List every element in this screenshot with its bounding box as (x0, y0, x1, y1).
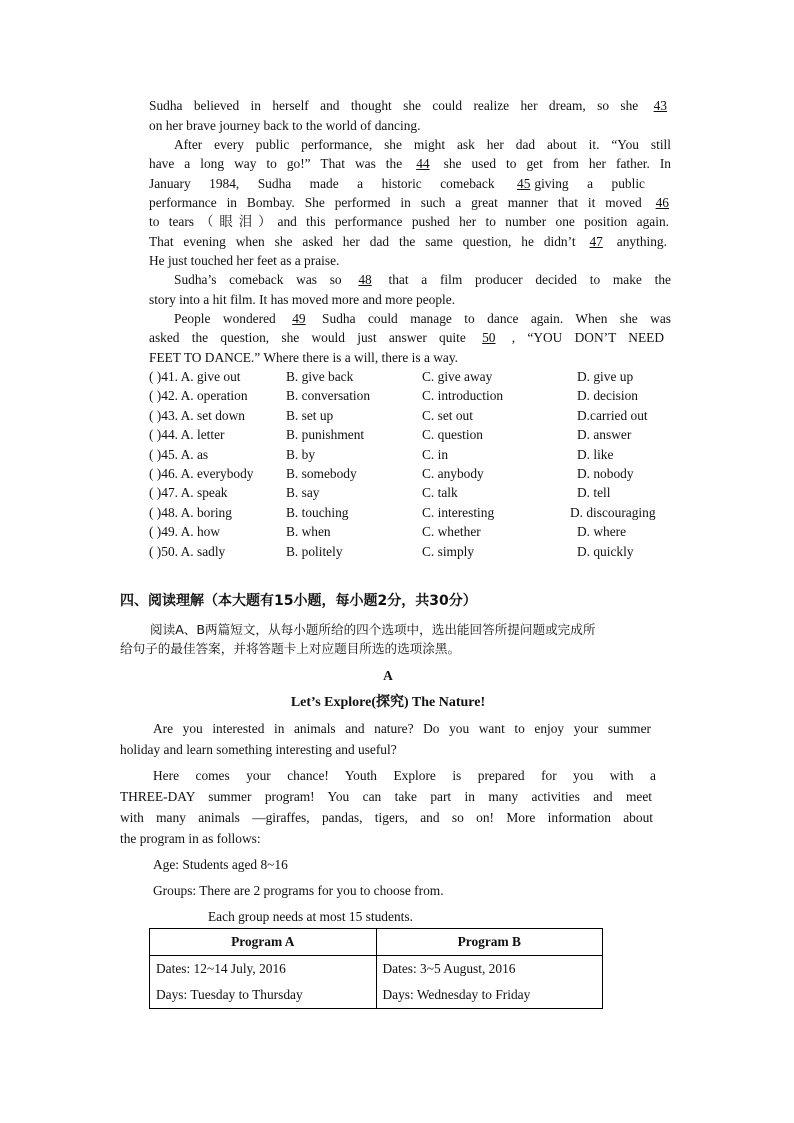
article-line: Each group needs at most 15 students. (208, 909, 413, 924)
passage-line: That evening when she asked her dad the same question, he didn’t 47 anything. (149, 234, 667, 249)
part-label: A (383, 668, 393, 683)
program-a-days: Days: Tuesday to Thursday (150, 982, 377, 1009)
option-number: ( )47. A. speak (149, 485, 228, 501)
option-number: ( )44. A. letter (149, 427, 225, 443)
option-choice: B. touching (286, 504, 349, 520)
option-choice: C. in (422, 446, 449, 462)
blank-49: 49 (292, 311, 306, 326)
option-choice: D. discouraging (570, 504, 656, 520)
option-choice: B. somebody (286, 466, 357, 481)
option-choice: C. simply (422, 543, 475, 559)
article-line: THREE-DAY summer program! You can take part in many activities and meet (120, 789, 652, 804)
option-number: ( )49. A. how (149, 524, 221, 540)
program-b-dates: Dates: 3~5 August, 2016 (376, 956, 603, 983)
blank-47: 47 (589, 234, 603, 249)
passage-line: FEET TO DANCE.” Where there is a will, there is a way. (149, 350, 459, 365)
option-choice: C. give away (422, 369, 493, 384)
article-line: the program in as follows: (120, 831, 261, 846)
passage-line: Sudha’s comeback was so 48 that a film producer decided to make the (174, 272, 671, 287)
option-number: ( )42. A. operation (149, 388, 248, 404)
program-b-header: Program B (376, 929, 603, 956)
option-choice: C. whether (422, 524, 481, 540)
program-b-days: Days: Wednesday to Friday (376, 982, 603, 1009)
passage-line: on her brave journey back to the world of dancing. (149, 118, 421, 133)
passage-line: After every public performance, she might ask her dad about it. “You still (174, 137, 671, 152)
program-a-header: Program A (150, 929, 377, 956)
option-choice: D. where (577, 524, 627, 540)
blank-43: 43 (653, 98, 667, 113)
option-choice: D.carried out (577, 407, 648, 423)
article-line: Age: Students aged 8~16 (153, 857, 288, 872)
option-choice: B. conversation (286, 388, 371, 404)
option-choice: D. quickly (577, 543, 634, 559)
option-choice: B. when (286, 524, 331, 540)
passage-line: asked the question, she would just answer quite 50 , “YOU DON’T NEED (149, 330, 664, 345)
article-line: Here comes your chance! Youth Explore is prepared for you with a (153, 768, 656, 783)
option-choice: D. give up (577, 369, 634, 384)
program-table (149, 928, 603, 1009)
option-choice: D. tell (577, 485, 611, 501)
option-number: ( )45. A. as (149, 446, 209, 462)
option-choice: C. talk (422, 485, 458, 501)
option-choice: C. interesting (422, 504, 495, 520)
option-number: ( )41. A. give out (149, 369, 241, 384)
option-choice: D. nobody (577, 466, 634, 481)
passage-line: have a long way to go!” That was the 44 she used to get from her father. In (149, 156, 672, 171)
blank-45: 45 (517, 176, 531, 191)
program-a-dates: Dates: 12~14 July, 2016 (150, 956, 377, 983)
article-line: Are you interested in animals and nature? Do you want to enjoy your summer (153, 721, 651, 736)
blank-48: 48 (358, 272, 372, 287)
option-choice: C. question (422, 427, 484, 443)
option-choice: B. punishment (286, 427, 365, 443)
option-choice: C. introduction (422, 388, 504, 404)
instruction-line: 阅读A、B两篇短文，从每小题所给的四个选项中，选出能回答所提问题或完成所 (150, 622, 596, 637)
option-choice: C. anybody (422, 466, 484, 481)
option-choice: C. set out (422, 407, 473, 423)
option-choice: D. answer (577, 427, 632, 443)
option-choice: B. by (286, 446, 316, 462)
passage-line: He just touched her feet as a praise. (149, 253, 340, 268)
passage-line: People wondered 49 Sudha could manage to dance again. When she was (174, 311, 671, 326)
passage-line: Sudha believed in herself and thought she could realize her dream, so she 43 (149, 96, 671, 115)
blank-44: 44 (416, 156, 430, 171)
option-choice: B. say (286, 485, 320, 501)
article-line: with many animals —giraffes, pandas, tigers, and so on! More information about (120, 810, 653, 825)
article-line: holiday and learn something interesting and useful? (120, 742, 397, 757)
article-title: Let’s Explore(探究) The Nature! (290, 695, 486, 710)
option-choice: B. politely (286, 543, 343, 559)
passage-line: story into a hit film. It has moved more and more people. (149, 292, 456, 307)
option-number: ( )50. A. sadly (149, 543, 226, 559)
instruction-line: 给句子的最佳答案，并将答题卡上对应题目所选的选项涂黑。 (120, 641, 461, 656)
option-choice: D. decision (577, 388, 638, 404)
section-title: 四、阅读理解（本大题有15小题，每小题2分，共30分） (120, 593, 477, 609)
option-number: ( )48. A. boring (149, 504, 232, 520)
option-choice: B. set up (286, 407, 334, 423)
article-line: Groups: There are 2 programs for you to choose from. (153, 883, 444, 898)
blank-50: 50 (482, 330, 496, 345)
passage-line: performance in Bombay. She performed in such a great manner that it moved 46 (149, 193, 673, 212)
passage-line: to tears（眼泪）and this performance pushed her to number one position again. (149, 214, 669, 229)
option-choice: D. like (577, 446, 614, 462)
passage-line: January 1984, Sudha made a historic comeback 45 giving a public (149, 176, 645, 191)
option-number: ( )43. A. set down (149, 407, 245, 423)
blank-46: 46 (655, 195, 669, 210)
option-choice: B. give back (286, 369, 354, 384)
option-number: ( )46. A. everybody (149, 466, 254, 481)
